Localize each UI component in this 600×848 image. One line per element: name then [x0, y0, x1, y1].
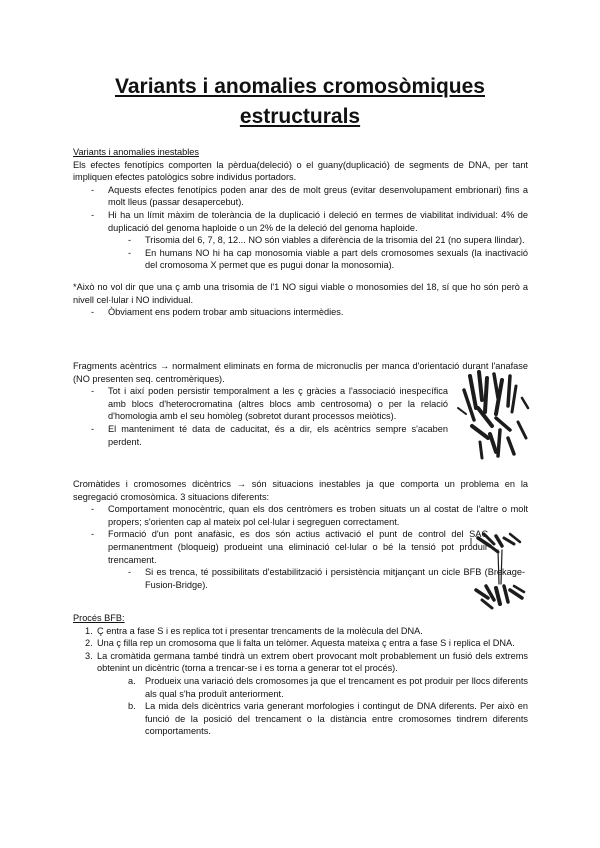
bullet-marker: - [91, 529, 95, 540]
numbered-item [73, 650, 528, 675]
bullet-item [73, 423, 448, 448]
number-marker: 2. [85, 638, 93, 649]
note-paragraph: *Això no vol dir que una ç amb una trisomia de l'1 NO sigui viable o monosomies del 18, sí que ho són però a nivell cel·lular i NO individual. [73, 281, 528, 305]
bullet-marker: - [91, 386, 95, 397]
bullet-text: En humans NO hi ha cap monosomia viable a part dels cromosomes sexuals (la inactivació del cromosoma X permet que es pugui donar la monosomia). [145, 247, 528, 271]
title-line-2: estructurals [239, 105, 361, 128]
lettered-item [73, 675, 528, 700]
section-heading: Procés BFB: [73, 613, 125, 623]
title-line-1: Variants i anomalies cromosòmiques [115, 75, 485, 98]
bullet-item [73, 306, 528, 319]
bullet-item [73, 503, 528, 528]
bullet-text: Trisomia del 6, 7, 8, 12... NO són viables a diferència de la trisomia del 21 (no supera llindar). [145, 235, 525, 246]
anaphase-bridge-image [468, 532, 530, 610]
item-text: Una ç filla rep un cromosoma que li falta un telòmer. Aquesta mateixa ç entra a fase S i replica el DNA. [97, 638, 515, 649]
lettered-item [73, 700, 528, 738]
section-unstable [73, 146, 528, 319]
item-text: Ç entra a fase S i es replica tot i presentar trencaments de la molècula del DNA. [97, 625, 423, 636]
section-bfb [73, 612, 528, 738]
bullet-item [73, 184, 528, 209]
paragraph: Els efectes fenotípics comporten la pèrdua(deleció) o el guany(duplicació) de segments de DNA, per tant impliquen efectes patològics sobre individus portadors. [73, 159, 528, 183]
bullet-text: Tot i així poden persistir temporalment a les ç gràcies a l'associació inespecífica amb blocs d'heterocromatina (altres blocs amb centrosoma) o per la relació d'homologia amb el seu homòleg (sobretot durant processos meiòtics). [108, 386, 448, 422]
bullet-item [73, 385, 448, 423]
bullet-item [73, 528, 488, 566]
numbered-item [73, 625, 528, 638]
bullet-item [73, 209, 528, 234]
section-heading: Variants i anomalies inestables [73, 147, 199, 157]
bullet-marker: - [91, 504, 95, 515]
bullet-marker: - [91, 423, 95, 434]
bullet-marker: - [128, 567, 132, 578]
acentric-fragments-image [452, 368, 534, 460]
bullet-text: Aquests efectes fenotípics poden anar des de molt greus (evitar desenvolupament embrionari) fins a molt lleus (passar desapercebut). [108, 184, 528, 208]
sub-bullet-item [73, 566, 525, 591]
paragraph: Fragments acèntrics → normalment eliminats en forma de micronuclis per manca d'orientació durant l'anafase (NO presenten seq. centromèriques). [73, 361, 528, 384]
section-dicentric [73, 478, 528, 591]
bullet-marker: - [91, 209, 95, 220]
item-text: La cromàtida germana també tindrà un extrem obert provocant molt probablement un fusió dels extrems obtenint un dicèntric (torna a trencar-se i es torna a generar tot el procés). [97, 650, 528, 674]
bullet-text: Hi ha un límit màxim de tolerància de la duplicació i deleció en termes de viabilitat individual: 4% de duplicació del genoma haploide o un 2% de la deleció del genoma haploide. [108, 209, 528, 233]
bullet-marker: - [128, 247, 132, 258]
bullet-text: El manteniment té data de caducitat, és a dir, els acèntrics sempre s'acaben perdent. [108, 423, 448, 447]
bullet-marker: - [91, 184, 95, 195]
letter-marker: b. [128, 701, 136, 712]
letter-marker: a. [128, 675, 136, 686]
bullet-marker: - [91, 307, 95, 318]
numbered-item [73, 637, 528, 650]
bullet-text: Si es trenca, té possibilitats d'estabilització i persistència mitjançant un cicle BFB (Brekage-Fusion-Bridge). [145, 567, 525, 590]
sub-bullet-item [73, 247, 528, 272]
item-text: Produeix una variació dels cromosomes ja que el trencament es pot produir per llocs diferents als qual s'ha produït anteriorment. [145, 675, 528, 699]
sub-bullet-item [73, 234, 528, 247]
item-text: La mida dels dicèntrics varia generant morfologies i contingut de DNA diferents. Per això en funció de la posició del trencament o la distància entre cromosomes tindrem diferents comportaments. [145, 701, 528, 737]
number-marker: 1. [85, 625, 93, 636]
bullet-text: Comportament monocèntric, quan els dos centròmers es troben situats un al costat de l'altre o molt propers; s'orienten cap al mateix pol cel·lular i segreguen correctament. [108, 504, 528, 527]
bullet-text: Formació d'un pont anafàsic, es dos són actius activació el punt de control del SAC permanentment (bloqueig) produeint una eliminació cel·lular o bé la tensió pot produir trencament. [108, 529, 488, 565]
bullet-marker: - [128, 235, 132, 246]
page-title [0, 72, 600, 132]
bullet-text: Òbviament ens podem trobar amb situacions intermèdies. [108, 307, 344, 318]
number-marker: 3. [85, 650, 93, 661]
paragraph: Cromàtides i cromosomes dicèntrics → són situacions inestables ja que comporta un problema en la segregació cromosòmica. 3 situacions diferents: [73, 479, 528, 502]
